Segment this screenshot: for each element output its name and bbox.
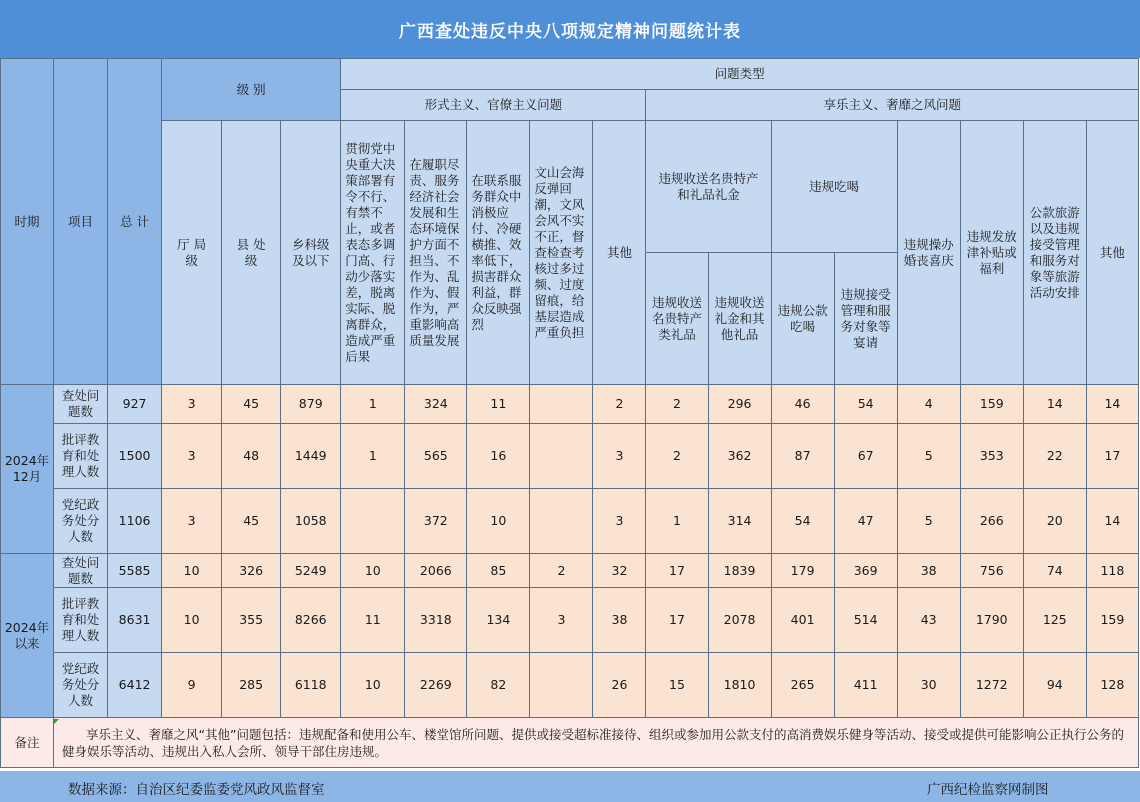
data-source: 数据来源：自治区纪委监委党风政风监督室 [68, 782, 325, 798]
table-cell: 17 [646, 554, 708, 588]
table-cell: 14 [1086, 385, 1138, 424]
table-cell: 2066 [405, 554, 467, 588]
header-total: 总 计 [108, 59, 162, 385]
header-formalism-col-2: 在履职尽责、服务经济社会发展和生态环境保护方面不担当、不作为、乱作为、假作为，严重影响高质量发展 [405, 121, 467, 385]
table-cell: 10 [162, 554, 222, 588]
table-cell: 20 [1023, 489, 1086, 554]
header-formalism-col-3: 在联系服务群众中消极应付、冷硬横推、效率低下，损害群众利益，群众反映强烈 [467, 121, 530, 385]
header-formalism-group: 形式主义、官僚主义问题 [341, 90, 646, 121]
table-cell: 326 [222, 554, 281, 588]
cell-total: 1106 [108, 489, 162, 554]
header-level-xiang: 乡科级 及以下 [281, 121, 341, 385]
table-cell: 3 [593, 489, 646, 554]
table-cell: 1 [341, 385, 405, 424]
table-cell: 372 [405, 489, 467, 554]
table-row [1, 653, 1139, 718]
table-cell: 1449 [281, 424, 341, 489]
header-item: 项目 [54, 59, 108, 385]
table-cell: 3 [162, 424, 222, 489]
period-label: 2024年 以来 [1, 554, 54, 718]
table-cell: 2 [646, 385, 708, 424]
table-cell: 3 [162, 489, 222, 554]
header-dining-public: 违规公款吃喝 [771, 253, 834, 385]
table-cell: 314 [708, 489, 771, 554]
header-level-ting: 厅 局 级 [162, 121, 222, 385]
table-cell: 30 [897, 653, 960, 718]
table-cell: 8266 [281, 588, 341, 653]
table-cell: 47 [834, 489, 897, 554]
table-cell: 3 [530, 588, 593, 653]
table-cell: 125 [1023, 588, 1086, 653]
table-cell: 11 [341, 588, 405, 653]
footer [0, 771, 1140, 802]
table-cell: 179 [771, 554, 834, 588]
header-gifts-cash: 违规收送礼金和其他礼品 [708, 253, 771, 385]
table-cell: 10 [341, 653, 405, 718]
table-cell: 3318 [405, 588, 467, 653]
table-cell: 2269 [405, 653, 467, 718]
table-cell: 285 [222, 653, 281, 718]
row-item-label: 查处问 题数 [54, 385, 108, 424]
table-cell [530, 385, 593, 424]
header-hedonism-group: 享乐主义、奢靡之风问题 [646, 90, 1139, 121]
table-cell: 10 [162, 588, 222, 653]
table-cell: 2078 [708, 588, 771, 653]
header-level-xian: 县 处 级 [222, 121, 281, 385]
table-cell [530, 653, 593, 718]
table-cell: 118 [1086, 554, 1138, 588]
table-cell: 46 [771, 385, 834, 424]
table-cell: 159 [960, 385, 1023, 424]
table-cell: 87 [771, 424, 834, 489]
header-formalism-other: 其他 [593, 121, 646, 385]
header-formalism-col-4: 文山会海反弹回潮，文风会风不实不正，督查检查考核过多过频、过度留痕，给基层造成严重负担 [530, 121, 593, 385]
table-cell: 32 [593, 554, 646, 588]
note-text: 享乐主义、奢靡之风“其他”问题包括：违规配备和使用公车、楼堂馆所问题、提供或接受超标准接待、组织或参加用公款支付的高消费娱乐健身等活动、接受或提供可能影响公正执行公务的健身娱乐等活动、违规出入私人会所、领导干部住房违规。 [54, 718, 1139, 768]
header-problem-type: 问题类型 [341, 59, 1139, 90]
row-item-label: 批评教 育和处 理人数 [54, 424, 108, 489]
cell-total: 5585 [108, 554, 162, 588]
table-cell: 1 [341, 424, 405, 489]
header-period: 时期 [1, 59, 54, 385]
table-cell: 74 [1023, 554, 1086, 588]
table-cell: 5249 [281, 554, 341, 588]
table-cell: 159 [1086, 588, 1138, 653]
table-cell: 1058 [281, 489, 341, 554]
credit: 广西纪检监察网制图 [927, 782, 1049, 798]
cell-total: 6412 [108, 653, 162, 718]
row-item-label: 查处问 题数 [54, 554, 108, 588]
period-label: 2024年 12月 [1, 385, 54, 554]
table-cell: 411 [834, 653, 897, 718]
table-row [1, 588, 1139, 653]
table-cell: 134 [467, 588, 530, 653]
table-cell: 11 [467, 385, 530, 424]
table-cell: 401 [771, 588, 834, 653]
table-cell: 756 [960, 554, 1023, 588]
table-cell: 10 [467, 489, 530, 554]
data-rows [1, 385, 1139, 718]
table-cell: 43 [897, 588, 960, 653]
table-cell: 14 [1086, 489, 1138, 554]
table-cell: 1810 [708, 653, 771, 718]
row-item-label: 党纪政 务处分 人数 [54, 489, 108, 554]
table-cell: 26 [593, 653, 646, 718]
table-cell: 1272 [960, 653, 1023, 718]
row-item-label: 批评教 育和处 理人数 [54, 588, 108, 653]
table-cell: 1790 [960, 588, 1023, 653]
cell-total: 8631 [108, 588, 162, 653]
table-row [1, 385, 1139, 424]
header-hedonism-other: 其他 [1086, 121, 1138, 385]
table-cell: 265 [771, 653, 834, 718]
cell-total: 1500 [108, 424, 162, 489]
table-cell: 38 [593, 588, 646, 653]
table-row [1, 424, 1139, 489]
table-cell: 353 [960, 424, 1023, 489]
table-cell: 6118 [281, 653, 341, 718]
table-cell: 5 [897, 424, 960, 489]
table-cell [341, 489, 405, 554]
table-cell: 362 [708, 424, 771, 489]
table-row [1, 554, 1139, 588]
table-cell: 10 [341, 554, 405, 588]
header-subsidies: 违规发放津补贴或福利 [960, 121, 1023, 385]
statistics-table [0, 58, 1139, 768]
table-cell: 1 [646, 489, 708, 554]
table-cell: 38 [897, 554, 960, 588]
table-cell [530, 489, 593, 554]
page-title: 广西查处违反中央八项规定精神问题统计表 [0, 0, 1140, 58]
table-row [1, 489, 1139, 554]
table-cell: 2 [530, 554, 593, 588]
header-gifts: 违规收送名贵特产和礼品礼金 [646, 121, 771, 253]
table-cell: 85 [467, 554, 530, 588]
table-cell: 45 [222, 489, 281, 554]
table-cell: 67 [834, 424, 897, 489]
header-weddings: 违规操办婚丧喜庆 [897, 121, 960, 385]
table-cell: 82 [467, 653, 530, 718]
note-label: 备注 [1, 718, 54, 768]
table-cell [530, 424, 593, 489]
row-item-label: 党纪政 务处分 人数 [54, 653, 108, 718]
header-gifts-specialty: 违规收送名贵特产类礼品 [646, 253, 708, 385]
table-cell: 266 [960, 489, 1023, 554]
table-cell: 355 [222, 588, 281, 653]
table-cell: 5 [897, 489, 960, 554]
table-cell: 128 [1086, 653, 1138, 718]
header-level: 级 别 [162, 59, 341, 121]
table-cell: 45 [222, 385, 281, 424]
table-cell: 296 [708, 385, 771, 424]
table-cell: 879 [281, 385, 341, 424]
table-cell: 54 [771, 489, 834, 554]
table-cell: 3 [162, 385, 222, 424]
table-cell: 15 [646, 653, 708, 718]
table-cell: 4 [897, 385, 960, 424]
header-formalism-col-1: 贯彻党中央重大决策部署有令不行、有禁不止，或者表态多调门高、行动少落实差，脱离实际、脱离群众，造成严重后果 [341, 121, 405, 385]
table-cell: 369 [834, 554, 897, 588]
table-cell: 48 [222, 424, 281, 489]
table-cell: 2 [593, 385, 646, 424]
header-dining-banquet: 违规接受管理和服务对象等宴请 [834, 253, 897, 385]
table-cell: 3 [593, 424, 646, 489]
table-cell: 22 [1023, 424, 1086, 489]
table-cell: 17 [646, 588, 708, 653]
comment-marker-icon [54, 719, 59, 724]
table-cell: 17 [1086, 424, 1138, 489]
cell-total: 927 [108, 385, 162, 424]
table-cell: 324 [405, 385, 467, 424]
table-cell: 54 [834, 385, 897, 424]
table-cell: 565 [405, 424, 467, 489]
table-cell: 14 [1023, 385, 1086, 424]
table-cell: 1839 [708, 554, 771, 588]
header-dining: 违规吃喝 [771, 121, 897, 253]
table-cell: 94 [1023, 653, 1086, 718]
table-cell: 16 [467, 424, 530, 489]
table-cell: 2 [646, 424, 708, 489]
header-travel: 公款旅游以及违规接受管理和服务对象等旅游活动安排 [1023, 121, 1086, 385]
table-cell: 9 [162, 653, 222, 718]
table-cell: 514 [834, 588, 897, 653]
